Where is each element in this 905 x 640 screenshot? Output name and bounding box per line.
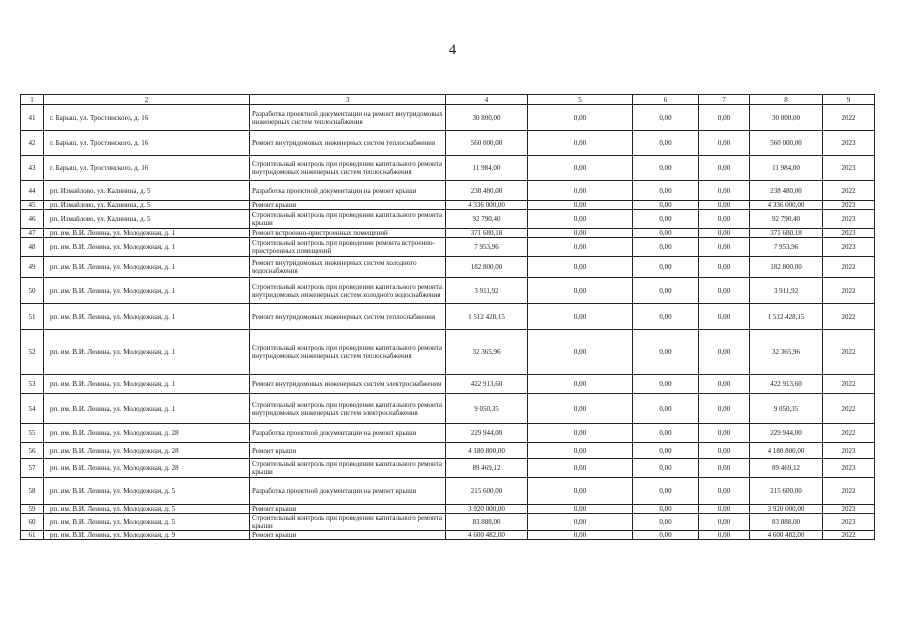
address-cell: рп. им. В.И. Ленина, ул. Молодежная, д. 9 bbox=[44, 531, 250, 540]
amount-cell: 422 913,60 bbox=[750, 375, 823, 394]
amount-cell: 0,00 bbox=[633, 505, 699, 514]
amount-cell: 0,00 bbox=[633, 257, 699, 278]
amount-cell: 0,00 bbox=[528, 278, 633, 304]
work-type-cell: Ремонт крыши bbox=[250, 201, 446, 210]
amount-cell: 4 600 482,00 bbox=[750, 531, 823, 540]
amount-cell: 4 336 000,00 bbox=[750, 201, 823, 210]
work-type-cell: Ремонт внутридомовых инженерных систем холодного водоснабжения bbox=[250, 257, 446, 278]
column-header: 1 bbox=[21, 95, 44, 105]
page-number: 4 bbox=[448, 42, 457, 58]
row-number: 52 bbox=[21, 330, 44, 375]
address-cell: рп. Измайлово, ул. Калинина, д. 5 bbox=[44, 181, 250, 201]
address-cell: рп. им. В.И. Ленина, ул. Молодежная, д. 1 bbox=[44, 278, 250, 304]
table-row bbox=[21, 181, 875, 201]
row-number: 51 bbox=[21, 304, 44, 330]
amount-cell: 0,00 bbox=[633, 229, 699, 238]
amount-total-cell: 229 944,00 bbox=[446, 424, 528, 443]
amount-total-cell: 4 336 000,00 bbox=[446, 201, 528, 210]
year-cell: 2022 bbox=[823, 330, 875, 375]
repair-schedule-table bbox=[20, 94, 875, 540]
amount-cell: 0,00 bbox=[633, 156, 699, 181]
row-number: 44 bbox=[21, 181, 44, 201]
amount-cell: 0,00 bbox=[699, 257, 750, 278]
address-cell: рп. им. В.И. Ленина, ул. Молодежная, д. 1 bbox=[44, 257, 250, 278]
amount-cell: 0,00 bbox=[633, 105, 699, 131]
amount-cell: 0,00 bbox=[633, 210, 699, 229]
amount-total-cell: 9 050,35 bbox=[446, 394, 528, 424]
address-cell: рп. им. В.И. Ленина, ул. Молодежная, д. 28 bbox=[44, 424, 250, 443]
amount-total-cell: 89 469,12 bbox=[446, 459, 528, 478]
amount-cell: 0,00 bbox=[633, 238, 699, 257]
work-type-cell: Строительный контроль при проведении капитального ремонта крыши bbox=[250, 514, 446, 531]
amount-total-cell: 371 680,18 bbox=[446, 229, 528, 238]
row-number: 56 bbox=[21, 443, 44, 459]
amount-cell: 0,00 bbox=[699, 105, 750, 131]
column-number-row bbox=[21, 95, 875, 105]
address-cell: рп. Измайлово, ул. Калинина, д. 5 bbox=[44, 201, 250, 210]
amount-cell: 30 800,00 bbox=[750, 105, 823, 131]
table-row bbox=[21, 201, 875, 210]
amount-total-cell: 30 800,00 bbox=[446, 105, 528, 131]
amount-cell: 0,00 bbox=[528, 304, 633, 330]
year-cell: 2023 bbox=[823, 131, 875, 156]
amount-cell: 3 911,92 bbox=[750, 278, 823, 304]
amount-total-cell: 4 600 482,00 bbox=[446, 531, 528, 540]
amount-cell: 4 180 800,00 bbox=[750, 443, 823, 459]
amount-cell: 0,00 bbox=[633, 531, 699, 540]
address-cell: рп. им. В.И. Ленина, ул. Молодежная, д. 5 bbox=[44, 514, 250, 531]
amount-cell: 0,00 bbox=[699, 229, 750, 238]
amount-cell: 0,00 bbox=[528, 181, 633, 201]
address-cell: г. Барыш, ул. Тростинского, д. 16 bbox=[44, 105, 250, 131]
row-number: 60 bbox=[21, 514, 44, 531]
table-row bbox=[21, 131, 875, 156]
amount-cell: 0,00 bbox=[699, 201, 750, 210]
row-number: 50 bbox=[21, 278, 44, 304]
work-type-cell: Ремонт крыши bbox=[250, 505, 446, 514]
work-type-cell: Разработка проектной документации на ремонт крыши bbox=[250, 181, 446, 201]
work-type-cell: Ремонт крыши bbox=[250, 531, 446, 540]
row-number: 46 bbox=[21, 210, 44, 229]
column-header: 4 bbox=[446, 95, 528, 105]
address-cell: рп. им. В.И. Ленина, ул. Молодежная, д. 5 bbox=[44, 478, 250, 505]
work-type-cell: Строительный контроль при проведении капитального ремонта крыши bbox=[250, 459, 446, 478]
table-row bbox=[21, 394, 875, 424]
address-cell: рп. им. В.И. Ленина, ул. Молодежная, д. 1 bbox=[44, 304, 250, 330]
amount-total-cell: 3 920 000,00 bbox=[446, 505, 528, 514]
year-cell: 2022 bbox=[823, 257, 875, 278]
work-type-cell: Строительный контроль при проведении капитального ремонта внутридомовых инженерных систем холодного водоснабжения bbox=[250, 278, 446, 304]
table-row bbox=[21, 156, 875, 181]
address-cell: рп. им. В.И. Ленина, ул. Молодежная, д. 1 bbox=[44, 394, 250, 424]
amount-cell: 0,00 bbox=[528, 424, 633, 443]
table-row bbox=[21, 478, 875, 505]
amount-cell: 0,00 bbox=[633, 394, 699, 424]
amount-cell: 0,00 bbox=[699, 505, 750, 514]
table-row bbox=[21, 459, 875, 478]
amount-cell: 92 790,40 bbox=[750, 210, 823, 229]
year-cell: 2023 bbox=[823, 238, 875, 257]
year-cell: 2023 bbox=[823, 156, 875, 181]
column-header: 5 bbox=[528, 95, 633, 105]
address-cell: г. Барыш, ул. Тростинского, д. 16 bbox=[44, 156, 250, 181]
year-cell: 2023 bbox=[823, 210, 875, 229]
amount-cell: 215 600,00 bbox=[750, 478, 823, 505]
work-type-cell: Ремонт внутридомовых инженерных систем электроснабжения bbox=[250, 375, 446, 394]
table-body bbox=[21, 105, 875, 540]
amount-cell: 1 512 428,15 bbox=[750, 304, 823, 330]
amount-cell: 0,00 bbox=[528, 156, 633, 181]
amount-cell: 182 800,00 bbox=[750, 257, 823, 278]
table-row bbox=[21, 304, 875, 330]
amount-cell: 371 680,18 bbox=[750, 229, 823, 238]
amount-cell: 0,00 bbox=[528, 531, 633, 540]
amount-cell: 0,00 bbox=[528, 238, 633, 257]
table-row bbox=[21, 238, 875, 257]
amount-cell: 0,00 bbox=[528, 459, 633, 478]
address-cell: рп. им. В.И. Ленина, ул. Молодежная, д. 1 bbox=[44, 375, 250, 394]
amount-cell: 0,00 bbox=[633, 278, 699, 304]
amount-cell: 238 480,00 bbox=[750, 181, 823, 201]
work-type-cell: Разработка проектной документации на ремонт внутридомовых инженерных систем теплоснабжения bbox=[250, 105, 446, 131]
amount-total-cell: 182 800,00 bbox=[446, 257, 528, 278]
row-number: 41 bbox=[21, 105, 44, 131]
amount-cell: 11 984,00 bbox=[750, 156, 823, 181]
table-row bbox=[21, 229, 875, 238]
year-cell: 2022 bbox=[823, 424, 875, 443]
table-row bbox=[21, 514, 875, 531]
work-type-cell: Разработка проектной документации на ремонт крыши bbox=[250, 478, 446, 505]
table-row bbox=[21, 330, 875, 375]
table-row bbox=[21, 375, 875, 394]
row-number: 53 bbox=[21, 375, 44, 394]
amount-cell: 0,00 bbox=[699, 478, 750, 505]
year-cell: 2023 bbox=[823, 514, 875, 531]
address-cell: рп. им. В.И. Ленина, ул. Молодежная, д. 1 bbox=[44, 330, 250, 375]
amount-total-cell: 560 000,00 bbox=[446, 131, 528, 156]
table-row bbox=[21, 505, 875, 514]
amount-total-cell: 4 180 800,00 bbox=[446, 443, 528, 459]
amount-cell: 0,00 bbox=[633, 443, 699, 459]
row-number: 48 bbox=[21, 238, 44, 257]
amount-cell: 0,00 bbox=[528, 375, 633, 394]
amount-cell: 0,00 bbox=[633, 478, 699, 505]
amount-total-cell: 11 984,00 bbox=[446, 156, 528, 181]
row-number: 57 bbox=[21, 459, 44, 478]
amount-cell: 0,00 bbox=[528, 131, 633, 156]
amount-cell: 0,00 bbox=[699, 210, 750, 229]
work-type-cell: Ремонт внутридомовых инженерных систем теплоснабжения bbox=[250, 304, 446, 330]
table-row bbox=[21, 443, 875, 459]
row-number: 59 bbox=[21, 505, 44, 514]
amount-cell: 0,00 bbox=[699, 514, 750, 531]
amount-cell: 0,00 bbox=[528, 257, 633, 278]
year-cell: 2022 bbox=[823, 394, 875, 424]
amount-total-cell: 238 480,00 bbox=[446, 181, 528, 201]
year-cell: 2023 bbox=[823, 459, 875, 478]
year-cell: 2022 bbox=[823, 181, 875, 201]
amount-cell: 3 920 000,00 bbox=[750, 505, 823, 514]
year-cell: 2022 bbox=[823, 304, 875, 330]
table-row bbox=[21, 210, 875, 229]
amount-cell: 0,00 bbox=[699, 156, 750, 181]
amount-total-cell: 7 953,96 bbox=[446, 238, 528, 257]
amount-cell: 32 365,96 bbox=[750, 330, 823, 375]
amount-cell: 0,00 bbox=[528, 330, 633, 375]
work-type-cell: Разработка проектной документации на ремонт крыши bbox=[250, 424, 446, 443]
amount-cell: 0,00 bbox=[699, 424, 750, 443]
amount-cell: 0,00 bbox=[528, 443, 633, 459]
column-header: 2 bbox=[44, 95, 250, 105]
amount-cell: 0,00 bbox=[528, 105, 633, 131]
amount-cell: 0,00 bbox=[528, 478, 633, 505]
amount-cell: 7 953,96 bbox=[750, 238, 823, 257]
amount-cell: 0,00 bbox=[633, 330, 699, 375]
amount-cell: 0,00 bbox=[699, 278, 750, 304]
amount-cell: 0,00 bbox=[528, 210, 633, 229]
row-number: 45 bbox=[21, 201, 44, 210]
amount-total-cell: 92 790,40 bbox=[446, 210, 528, 229]
row-number: 55 bbox=[21, 424, 44, 443]
amount-total-cell: 422 913,60 bbox=[446, 375, 528, 394]
work-type-cell: Ремонт крыши bbox=[250, 443, 446, 459]
amount-cell: 0,00 bbox=[528, 201, 633, 210]
address-cell: рп. им. В.И. Ленина, ул. Молодежная, д. 1 bbox=[44, 229, 250, 238]
address-cell: рп. им. В.И. Ленина, ул. Молодежная, д. 1 bbox=[44, 238, 250, 257]
work-type-cell: Ремонт внутридомовых инженерных систем теплоснабжения bbox=[250, 131, 446, 156]
address-cell: рп. им. В.И. Ленина, ул. Молодежная, д. 28 bbox=[44, 443, 250, 459]
amount-total-cell: 3 911,92 bbox=[446, 278, 528, 304]
year-cell: 2022 bbox=[823, 478, 875, 505]
amount-cell: 0,00 bbox=[699, 531, 750, 540]
table-row bbox=[21, 531, 875, 540]
amount-cell: 0,00 bbox=[528, 229, 633, 238]
amount-cell: 0,00 bbox=[699, 131, 750, 156]
amount-cell: 9 050,35 bbox=[750, 394, 823, 424]
year-cell: 2022 bbox=[823, 278, 875, 304]
row-number: 58 bbox=[21, 478, 44, 505]
row-number: 43 bbox=[21, 156, 44, 181]
row-number: 61 bbox=[21, 531, 44, 540]
amount-cell: 0,00 bbox=[699, 238, 750, 257]
amount-cell: 0,00 bbox=[633, 131, 699, 156]
amount-cell: 0,00 bbox=[699, 394, 750, 424]
amount-total-cell: 1 512 428,15 bbox=[446, 304, 528, 330]
amount-cell: 0,00 bbox=[633, 181, 699, 201]
amount-total-cell: 215 600,00 bbox=[446, 478, 528, 505]
work-type-cell: Строительный контроль при проведении капитального ремонта внутридомовых инженерных систем электроснабжения bbox=[250, 394, 446, 424]
row-number: 42 bbox=[21, 131, 44, 156]
amount-cell: 0,00 bbox=[633, 514, 699, 531]
amount-cell: 0,00 bbox=[633, 375, 699, 394]
amount-cell: 0,00 bbox=[699, 304, 750, 330]
column-header: 9 bbox=[823, 95, 875, 105]
amount-cell: 0,00 bbox=[528, 514, 633, 531]
amount-cell: 0,00 bbox=[699, 181, 750, 201]
work-type-cell: Строительный контроль при проведении капитального ремонта внутридомовых инженерных систем теплоснабжения bbox=[250, 156, 446, 181]
column-header: 3 bbox=[250, 95, 446, 105]
row-number: 47 bbox=[21, 229, 44, 238]
address-cell: рп. Измайлово, ул. Калинина, д. 5 bbox=[44, 210, 250, 229]
amount-cell: 0,00 bbox=[633, 459, 699, 478]
amount-total-cell: 83 888,00 bbox=[446, 514, 528, 531]
amount-cell: 0,00 bbox=[699, 375, 750, 394]
amount-cell: 83 888,00 bbox=[750, 514, 823, 531]
address-cell: рп. им. В.И. Ленина, ул. Молодежная, д. 5 bbox=[44, 505, 250, 514]
amount-cell: 0,00 bbox=[528, 394, 633, 424]
column-header: 6 bbox=[633, 95, 699, 105]
amount-cell: 229 944,00 bbox=[750, 424, 823, 443]
amount-cell: 0,00 bbox=[699, 459, 750, 478]
year-cell: 2022 bbox=[823, 531, 875, 540]
amount-cell: 0,00 bbox=[699, 443, 750, 459]
work-type-cell: Ремонт встроенно-пристроенных помещений bbox=[250, 229, 446, 238]
table-row bbox=[21, 105, 875, 131]
year-cell: 2023 bbox=[823, 201, 875, 210]
work-type-cell: Строительный контроль при проведении ремонта встроенно-пристроенных помещений bbox=[250, 238, 446, 257]
amount-cell: 0,00 bbox=[633, 424, 699, 443]
amount-cell: 560 000,00 bbox=[750, 131, 823, 156]
address-cell: г. Барыш, ул. Тростинского, д. 16 bbox=[44, 131, 250, 156]
amount-cell: 0,00 bbox=[633, 201, 699, 210]
year-cell: 2023 bbox=[823, 443, 875, 459]
amount-total-cell: 32 365,96 bbox=[446, 330, 528, 375]
work-type-cell: Строительный контроль при проведении капитального ремонта крыши bbox=[250, 210, 446, 229]
year-cell: 2023 bbox=[823, 505, 875, 514]
amount-cell: 89 469,12 bbox=[750, 459, 823, 478]
column-header: 7 bbox=[699, 95, 750, 105]
table-row bbox=[21, 257, 875, 278]
year-cell: 2022 bbox=[823, 105, 875, 131]
row-number: 54 bbox=[21, 394, 44, 424]
address-cell: рп. им. В.И. Ленина, ул. Молодежная, д. 28 bbox=[44, 459, 250, 478]
year-cell: 2022 bbox=[823, 375, 875, 394]
amount-cell: 0,00 bbox=[633, 304, 699, 330]
work-type-cell: Строительный контроль при проведении капитального ремонта внутридомовых инженерных систем теплоснабжения bbox=[250, 330, 446, 375]
amount-cell: 0,00 bbox=[528, 505, 633, 514]
column-header: 8 bbox=[750, 95, 823, 105]
table-row bbox=[21, 424, 875, 443]
year-cell: 2023 bbox=[823, 229, 875, 238]
table-row bbox=[21, 278, 875, 304]
amount-cell: 0,00 bbox=[699, 330, 750, 375]
row-number: 49 bbox=[21, 257, 44, 278]
